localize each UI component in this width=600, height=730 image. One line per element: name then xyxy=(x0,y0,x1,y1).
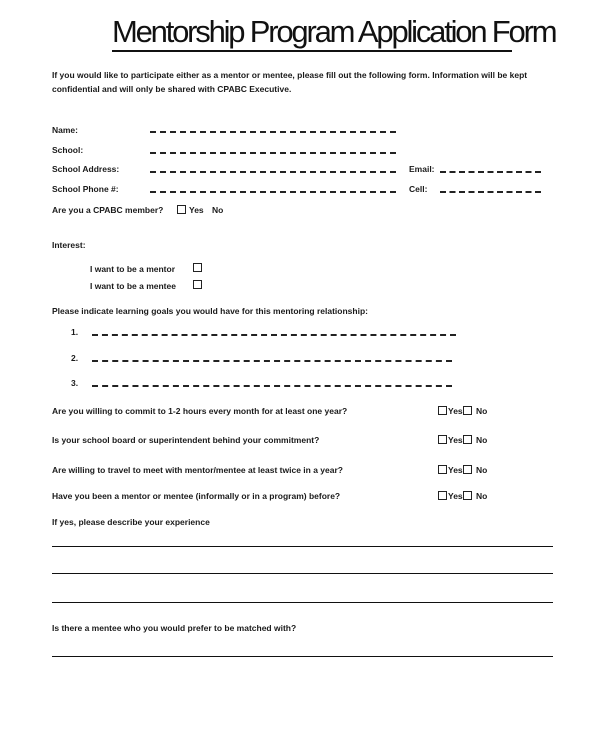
experience-yes-label: Yes xyxy=(448,491,463,501)
board-no-label: No xyxy=(476,435,488,445)
travel-yes-label: Yes xyxy=(448,465,463,475)
goal-field-1[interactable] xyxy=(92,334,456,336)
form-title: Mentorship Program Application Form xyxy=(112,14,512,52)
school-address-field[interactable] xyxy=(150,171,396,173)
board-no-checkbox[interactable] xyxy=(463,435,472,444)
email-label: Email: xyxy=(409,164,435,174)
travel-no-checkbox[interactable] xyxy=(463,465,472,474)
commit-yes-label: Yes xyxy=(448,406,463,416)
email-field[interactable] xyxy=(440,171,541,173)
goal-number-1: 1. xyxy=(71,327,79,337)
mentor-checkbox[interactable] xyxy=(193,263,202,272)
question-commit: Are you willing to commit to 1-2 hours every month for at least one year? xyxy=(52,406,348,416)
name-field[interactable] xyxy=(150,131,396,133)
school-phone-field[interactable] xyxy=(150,191,396,193)
experience-no-label: No xyxy=(476,491,488,501)
experience-no-checkbox[interactable] xyxy=(463,491,472,500)
question-experience: Have you been a mentor or mentee (informally or in a program) before? xyxy=(52,491,341,501)
cpabc-no-label: No xyxy=(212,205,224,215)
cell-label: Cell: xyxy=(409,184,428,194)
goal-number-2: 2. xyxy=(71,353,79,363)
commit-no-checkbox[interactable] xyxy=(463,406,472,415)
commit-yes-checkbox[interactable] xyxy=(438,406,447,415)
mentor-option-label: I want to be a mentor xyxy=(90,264,176,274)
goal-field-3[interactable] xyxy=(92,385,452,387)
name-label: Name: xyxy=(52,125,78,135)
school-label: School: xyxy=(52,145,84,155)
intro-text: If you would like to participate either as a mentor or mentee, please fill out the following form. Information will be kept confidential and will only be shared with CPABC Executive. xyxy=(52,70,528,94)
board-yes-label: Yes xyxy=(448,435,463,445)
travel-no-label: No xyxy=(476,465,488,475)
question-board: Is your school board or superintendent behind your commitment? xyxy=(52,435,320,445)
cpabc-yes-checkbox[interactable] xyxy=(177,205,186,214)
experience-prompt: If yes, please describe your experience xyxy=(52,517,210,527)
experience-line-2[interactable] xyxy=(52,573,553,574)
school-phone-label: School Phone #: xyxy=(52,184,119,194)
commit-no-label: No xyxy=(476,406,488,416)
experience-yes-checkbox[interactable] xyxy=(438,491,447,500)
mentee-option-label: I want to be a mentee xyxy=(90,281,176,291)
cpabc-question: Are you a CPABC member? xyxy=(52,205,164,215)
match-line[interactable] xyxy=(52,656,553,657)
question-travel: Are willing to travel to meet with mentor/mentee at least twice in a year? xyxy=(52,465,343,475)
match-prompt: Is there a mentee who you would prefer to be matched with? xyxy=(52,623,297,633)
school-field[interactable] xyxy=(150,152,396,154)
cell-field[interactable] xyxy=(440,191,541,193)
cpabc-yes-label: Yes xyxy=(189,205,204,215)
experience-line-1[interactable] xyxy=(52,546,553,547)
experience-line-3[interactable] xyxy=(52,602,553,603)
goals-prompt: Please indicate learning goals you would have for this mentoring relationship: xyxy=(52,306,368,316)
mentee-checkbox[interactable] xyxy=(193,280,202,289)
goal-number-3: 3. xyxy=(71,378,79,388)
travel-yes-checkbox[interactable] xyxy=(438,465,447,474)
goal-field-2[interactable] xyxy=(92,360,452,362)
interest-label: Interest: xyxy=(52,240,86,250)
board-yes-checkbox[interactable] xyxy=(438,435,447,444)
school-address-label: School Address: xyxy=(52,164,120,174)
